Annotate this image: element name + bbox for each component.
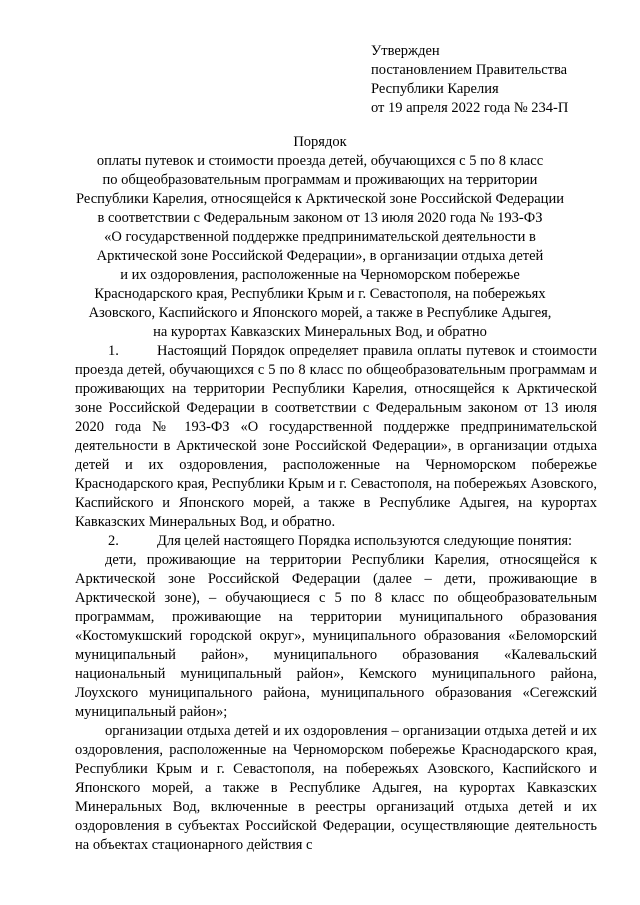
subtitle-line: в соответствии с Федеральным законом от 13 июля 2020 года № 193-ФЗ bbox=[97, 210, 543, 226]
subtitle-line: «О государственной поддержке предпринимательской деятельности в bbox=[104, 229, 536, 245]
approval-line: постановлением Правительства bbox=[371, 62, 568, 78]
paragraph-2 bbox=[75, 532, 597, 551]
document-body bbox=[75, 342, 597, 855]
paragraph-definition-organizations: организации отдыха детей и их оздоровления – организации отдыха детей и их оздоровления, расположенные на Черноморском побережье Краснодарского края, Республики Крым и г. Севастополя, на побережьях Азовского, Каспийского и Японского морей, а также в Республике Адыгея, на курортах Кавказских Минеральных Вод, включенные в реестры организаций отдыха детей и их оздоровления в субъектах Российской Федерации, осуществляющие деятельность на объектах стационарного действия с bbox=[75, 723, 597, 853]
paragraph-text: Для целей настоящего Порядка используются следующие понятия: bbox=[157, 533, 573, 549]
approval-line: Утвержден bbox=[371, 43, 440, 59]
document-title: Порядок bbox=[293, 134, 347, 150]
approval-stamp bbox=[371, 42, 631, 118]
paragraph-number: 1. bbox=[108, 343, 119, 359]
subtitle-line: на курортах Кавказских Минеральных Вод, и обратно bbox=[153, 324, 487, 340]
subtitle-line: и их оздоровления, расположенные на Черноморском побережье bbox=[120, 267, 520, 283]
document-subtitle bbox=[40, 152, 600, 342]
paragraph-definition-children: дети, проживающие на территории Республики Карелия, относящейся к Арктической зоне Российской Федерации (далее – дети, проживающие в Арктической зоне), – обучающиеся с 5 по 8 класс по общеобразовательным программам, проживающие на территории муниципального образования «Костомукшский городской округ», муниципального образования «Беломорский муниципальный район», муниципального образования «Калевальский национальный муниципальный район», Кемского муниципального района, Лоухского муниципального района, муниципального образования «Сегежский муниципальный район»; bbox=[75, 552, 597, 720]
subtitle-line: Краснодарского края, Республики Крым и г. Севастополя, на побережьях bbox=[94, 286, 546, 302]
subtitle-line: Республики Карелия, относящейся к Арктической зоне Российской Федерации bbox=[76, 191, 564, 207]
approval-line: от 19 апреля 2022 года № 234-П bbox=[371, 100, 569, 116]
subtitle-line: Азовского, Каспийского и Японского морей, а также в Республике Адыгея, bbox=[88, 305, 552, 321]
subtitle-line: по общеобразовательным программам и проживающих на территории bbox=[102, 172, 538, 188]
subtitle-line: Арктической зоне Российской Федерации», в организации отдыха детей bbox=[96, 248, 544, 264]
approval-line: Республики Карелия bbox=[371, 81, 499, 97]
paragraph-number: 2. bbox=[108, 533, 119, 549]
paragraph-1 bbox=[75, 342, 597, 532]
paragraph-text: Настоящий Порядок определяет правила оплаты путевок и стоимости проезда детей, обучающихся с 5 по 8 класс по общеобразовательным программам и проживающих на территории Республики Карелия, относящейся к Арктической зоне Российской Федерации в соответствии с Федеральным законом от 13 июля 2020 года № 193-ФЗ «О государственной поддержке предпринимательской деятельности в Арктической зоне Российской Федерации», в организации отдыха детей и их оздоровления, расположенные на Черноморском побережье Краснодарского края, Республики Крым и г. Севастополя, на побережьях Азовского, Каспийского и Японского морей, а также в Республике Адыгея, на курортах Кавказских Минеральных Вод, и обратно. bbox=[75, 343, 597, 530]
subtitle-line: оплаты путевок и стоимости проезда детей, обучающихся с 5 по 8 класс bbox=[96, 153, 544, 169]
